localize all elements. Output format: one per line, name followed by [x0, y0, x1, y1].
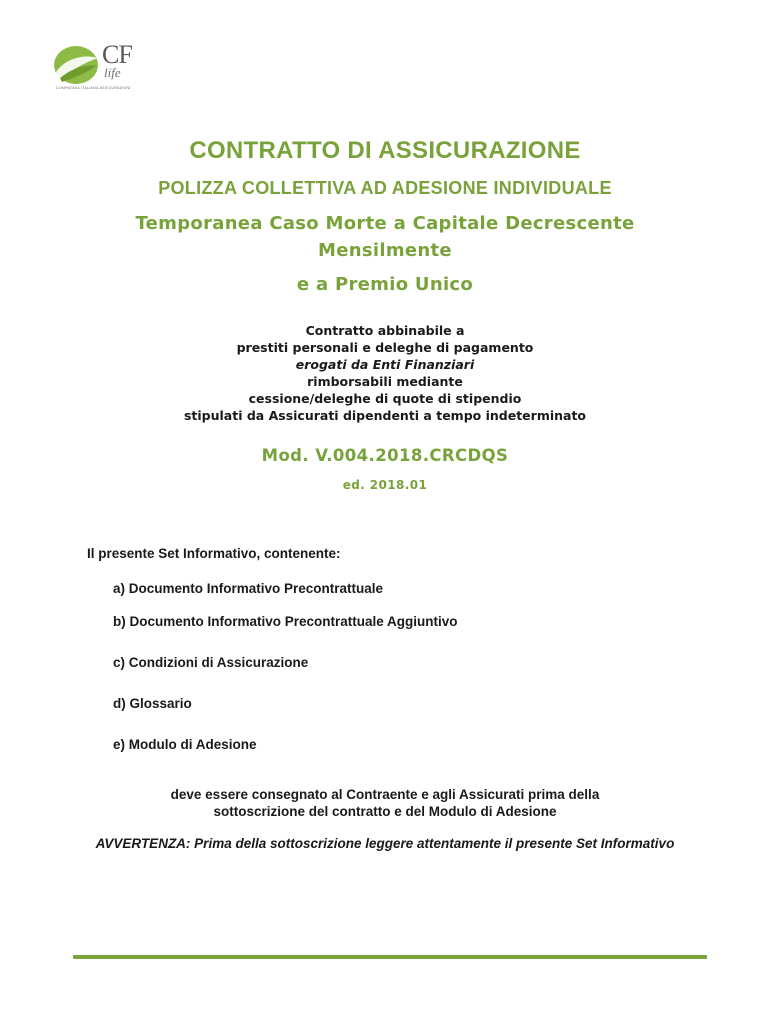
- product-name: [0, 210, 770, 264]
- product-line-2: Mensilmente: [318, 240, 452, 261]
- applicability-line-3: erogati da Enti Finanziari: [295, 357, 475, 372]
- applicability-line-5: cessione/deleghe di quote di stipendio: [248, 391, 522, 406]
- delivery-note: [0, 786, 770, 820]
- logo-sub: life: [104, 65, 121, 80]
- product-line-3: e a Premio Unico: [296, 274, 474, 295]
- applicability-line-1: Contratto abbinabile a: [305, 323, 465, 338]
- list-item: b) Documento Informativo Precontrattuale Aggiuntivo: [113, 614, 458, 629]
- list-item: a) Documento Informativo Precontrattuale: [113, 581, 384, 596]
- applicability-line-4: rimborsabili mediante: [307, 374, 463, 389]
- logo-tagline: COMPAGNIA ITALIANA ASSICURAZIONI: [56, 86, 131, 90]
- model-code: Mod. V.004.2018.CRCDQS: [261, 446, 509, 465]
- logo-brand: CF: [102, 40, 132, 69]
- list-item: d) Glossario: [113, 696, 192, 711]
- list-item: e) Modulo di Adesione: [113, 737, 257, 752]
- list-item: c) Condizioni di Assicurazione: [113, 655, 309, 670]
- applicability-line-2: prestiti personali e deleghe di pagamento: [236, 340, 534, 355]
- edition-code: ed. 2018.01: [342, 478, 428, 492]
- delivery-note-line-2: sottoscrizione del contratto e del Modulo di Adesione: [213, 804, 557, 819]
- document-subtitle: POLIZZA COLLETTIVA AD ADESIONE INDIVIDUALE: [158, 178, 612, 198]
- document-title: CONTRATTO DI ASSICURAZIONE: [189, 137, 581, 164]
- applicability-line-6: stipulati da Assicurati dipendenti a tempo indeterminato: [183, 408, 587, 423]
- delivery-note-line-1: deve essere consegnato al Contraente e agli Assicurati prima della: [170, 787, 600, 802]
- applicability-block: [0, 322, 770, 424]
- warning-note: AVVERTENZA: Prima della sottoscrizione leggere attentamente il presente Set Informativo: [95, 836, 675, 851]
- set-intro: Il presente Set Informativo, contenente:: [87, 546, 341, 561]
- footer-divider: [73, 955, 707, 959]
- company-logo: [52, 40, 152, 96]
- product-line-1: Temporanea Caso Morte a Capitale Decrescente: [135, 213, 635, 234]
- leaf-logo-icon: [52, 42, 102, 88]
